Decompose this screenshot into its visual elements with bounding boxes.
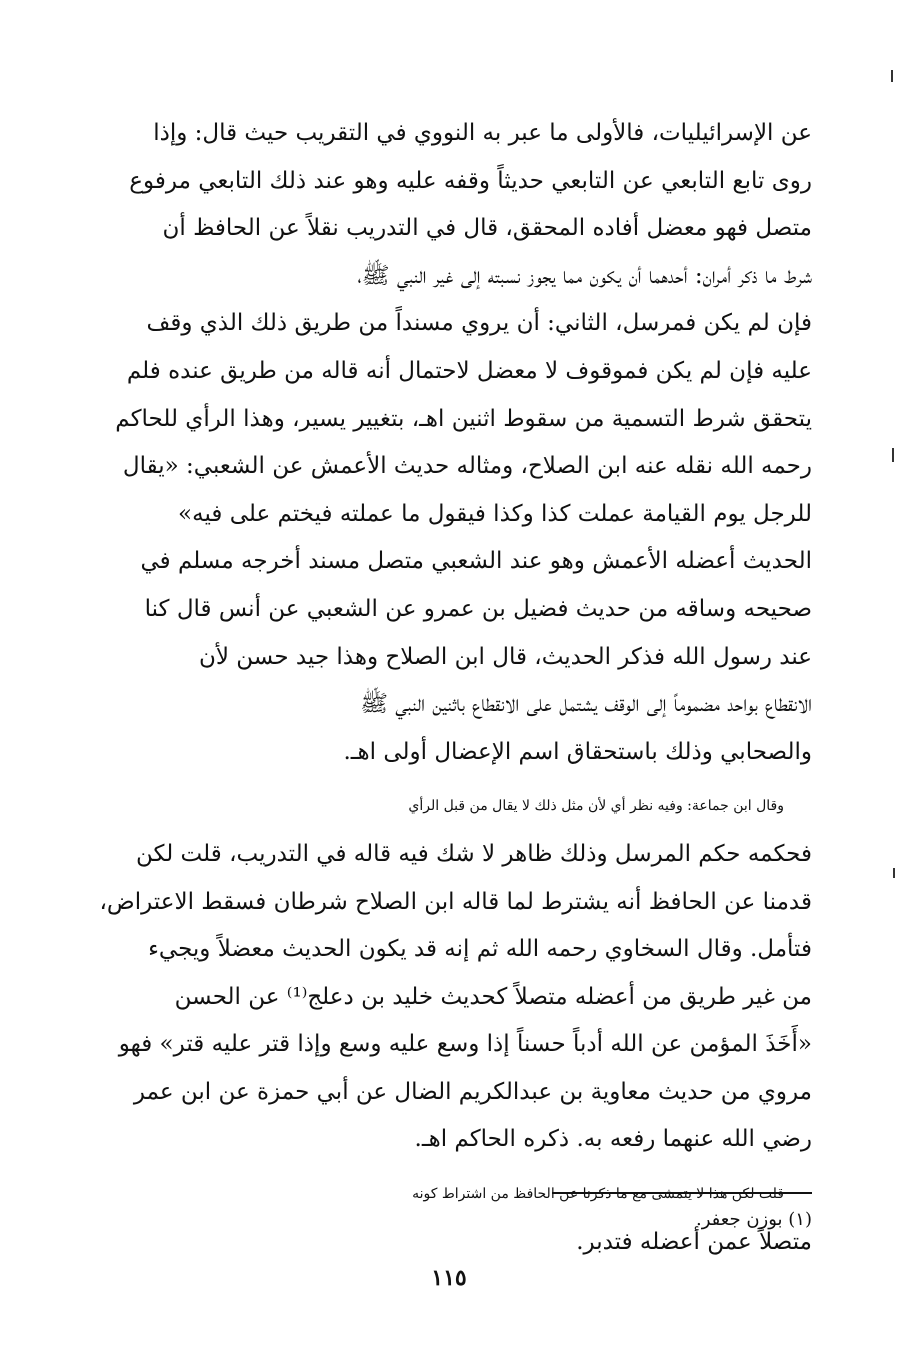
text-line: شرط ما ذكر أمران: أحدهما أن يكون مما يجوز نسبته إلى غير النبي ﷺ،	[357, 262, 812, 289]
scan-mark	[891, 70, 893, 82]
text-line: من غير طريق من أعضله متصلاً كحديث خليد بن دعلج⁽¹⁾ عن الحسن	[174, 983, 812, 1010]
scan-mark	[893, 868, 895, 878]
text-line: قلت لكن هذا لا يتمشى مع ما ذكرنا عن الحافظ من اشتراط كونه	[412, 1186, 784, 1203]
text-line: رحمه الله نقله عنه ابن الصلاح، ومثاله حديث الأعمش عن الشعبي: «يقال	[122, 453, 812, 480]
text-line: الحديث أعضله الأعمش وهو عند الشعبي متصل مسند أخرجه مسلم في	[140, 548, 812, 575]
text-line: والصحابي وذلك باستحقاق اسم الإعضال أولى اهـ.	[343, 738, 812, 765]
text-line: الانقطاع بواحد مضموماً إلى الوقف يشتمل على الانقطاع باثنين النبي ﷺ	[360, 691, 812, 718]
page-number: ١١٥	[431, 1265, 467, 1291]
text-line: وقال ابن جماعة: وفيه نظر أي لأن مثل ذلك لا يقال من قبل الرأي	[408, 798, 784, 815]
text-line: للرجل يوم القيامة عملت كذا وكذا فيقول ما عملته فيختم على فيه»	[178, 500, 812, 527]
text-line: «أَخَذَ المؤمن عن الله أدباً حسناً إذا وسع عليه وسع وإذا قتر عليه قتر» فهو	[118, 1031, 812, 1058]
text-line: رضي الله عنهما رفعه به. ذكره الحاكم اهـ.	[414, 1126, 812, 1153]
main-text	[86, 110, 812, 1266]
text-line: فإن لم يكن فمرسل، الثاني: أن يروي مسنداً من طريق ذلك الذي وقف	[146, 310, 812, 337]
paragraph-1	[86, 110, 812, 776]
text-line: قدمنا عن الحافظ أنه يشترط لما قاله ابن الصلاح شرطان فسقط الاعتراض،	[99, 888, 812, 915]
text-line: صحيحه وساقه من حديث فضيل بن عمرو عن الشعبي عن أنس قال كنا	[144, 595, 812, 622]
scan-mark	[892, 448, 894, 462]
footnote: (١) بوزن جعفر.	[696, 1209, 812, 1230]
text-line: متصلاً عمن أعضله فتدبر.	[576, 1228, 812, 1255]
paragraph-2	[86, 783, 812, 1164]
text-line: عن الإسرائيليات، فالأولى ما عبر به النووي في التقريب حيث قال: وإذا	[153, 120, 812, 146]
text-line: متصل فهو معضل أفاده المحقق، قال في التدريب نقلاً عن الحافظ أن	[162, 215, 812, 242]
text-line: روى تابع التابعي عن التابعي حديثاً وقفه عليه وهو عند ذلك التابعي مرفوع	[129, 167, 812, 194]
text-line: فتأمل. وقال السخاوي رحمه الله ثم إنه قد يكون الحديث معضلاً ويجيء	[148, 936, 812, 963]
text-line: فحكمه حكم المرسل وذلك ظاهر لا شك فيه قاله في التدريب، قلت لكن	[136, 840, 812, 867]
text-line: مروي من حديث معاوية بن عبدالكريم الضال عن أبي حمزة عن ابن عمر	[133, 1078, 812, 1105]
text-line: يتحقق شرط التسمية من سقوط اثنين اهـ، بتغيير يسير، وهذا الرأي للحاكم	[115, 405, 812, 432]
text-line: عليه فإن لم يكن فموقوف لا معضل لاحتمال أنه قاله من طريق عنده فلم	[126, 357, 812, 384]
footnote-separator	[552, 1192, 812, 1194]
text-line: عند رسول الله فذكر الحديث، قال ابن الصلاح وهذا جيد حسن لأن	[198, 643, 812, 670]
